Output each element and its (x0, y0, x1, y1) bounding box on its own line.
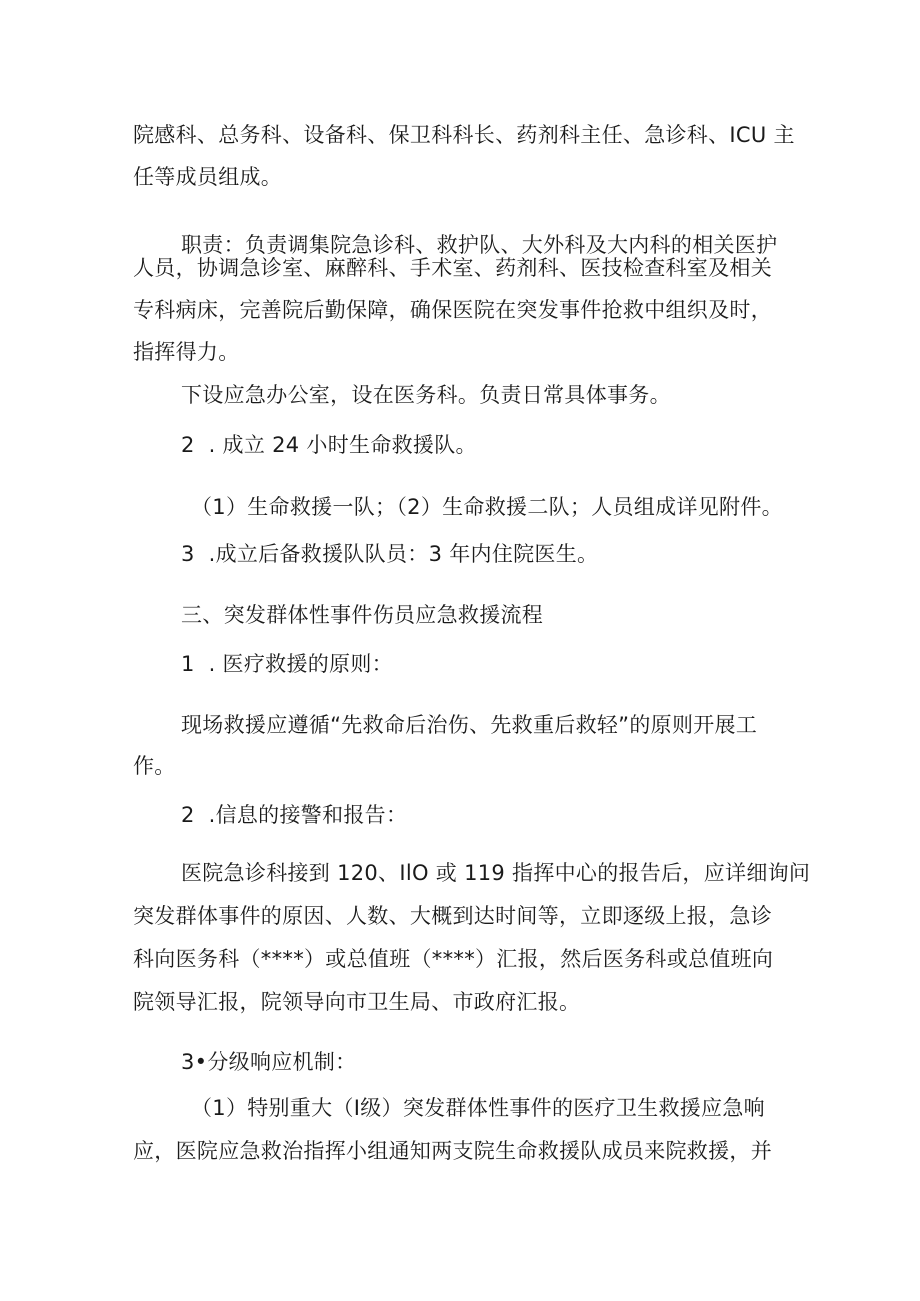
subheading-1: 1 . 医疗救援的原则： (181, 652, 393, 676)
paragraph-line-5: 专科病床，完善院后勤保障，确保医院在突发事件抢救中组织及时， (133, 298, 772, 322)
list-item-2-detail: （1）生命救援一队；（2）生命救援二队；人员组成详见附件。 (191, 495, 783, 519)
paragraph-line-6: 指挥得力。 (133, 340, 240, 364)
paragraph-line-7: 下设应急办公室，设在医务科。负责日常具体事务。 (181, 383, 671, 407)
paragraph-line-9: 作。 (133, 754, 176, 778)
subheading-2: 2 .信息的接警和报告： (181, 803, 408, 827)
paragraph-line-2: 任等成员组成。 (133, 165, 283, 189)
paragraph-line-4: 人员，协调急诊室、麻醉科、手术室、药剂科、医技检查科室及相关 (133, 256, 772, 280)
paragraph-line-1: 院感科、总务科、设备科、保卫科科长、药剂科主任、急诊科、ICU 主 (133, 123, 795, 147)
section-heading: 三、突发群体性事件伤员应急救援流程 (181, 603, 544, 627)
list-item-3: 3 .成立后备救援队队员：3 年内住院医生。 (181, 542, 599, 566)
paragraph-line-14: （1）特别重大（Ⅰ级）突发群体性事件的医疗卫生救援应急响 (191, 1096, 765, 1120)
paragraph-line-10: 医院急诊科接到 120、IlO 或 119 指挥中心的报告后，应详细询问 (181, 861, 811, 885)
paragraph-line-13: 院领导汇报，院领导向市卫生局、市政府汇报。 (133, 990, 581, 1014)
paragraph-line-3: 职责：负责调集院急诊科、救护队、大外科及大内科的相关医护 (181, 233, 778, 257)
paragraph-line-15: 应，医院应急救治指挥小组通知两支院生命救援队成员来院救援，并 (133, 1139, 772, 1163)
paragraph-line-11: 突发群体事件的原因、人数、大概到达时间等，立即逐级上报，急诊 (133, 904, 772, 928)
paragraph-line-12: 科向医务科（****）或总值班（****）汇报，然后医务科或总值班向 (133, 947, 774, 971)
list-item-2: 2 . 成立 24 小时生命救援队。 (181, 433, 477, 457)
subheading-3: 3•分级响应机制： (181, 1050, 357, 1074)
paragraph-line-8: 现场救援应遵循“先救命后治伤、先救重后救轻”的原则开展工 (181, 713, 758, 737)
